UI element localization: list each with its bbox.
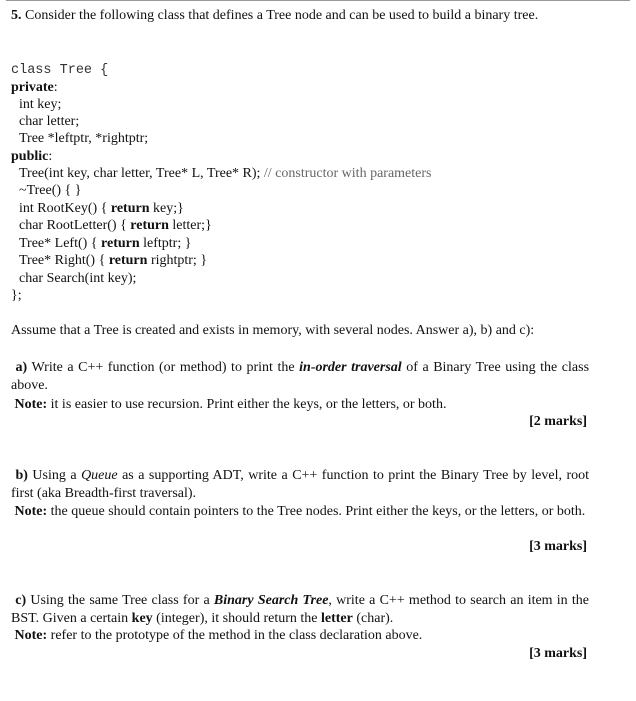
- code-class-name: Tree: [59, 63, 93, 78]
- code-rootkey-signature: int RootKey() {: [19, 201, 108, 216]
- part-c-text-2: , write a C++ method to search an item in the BST. Given a certain: [11, 593, 590, 626]
- part-a-note-label: Note:: [14, 397, 48, 412]
- code-constructor: Tree(int key, char letter, Tree* L, Tree* R);: [19, 166, 261, 181]
- part-b-question: [11, 467, 589, 502]
- question-intro-text: Consider the following class that defines a Tree node and can be used to build a binary tree.: [25, 8, 539, 23]
- code-left-signature: Tree* Left() {: [19, 236, 98, 251]
- code-member-key: int key;: [19, 97, 62, 112]
- code-search: char Search(int key);: [19, 271, 137, 286]
- code-right-body: rightptr; }: [150, 253, 208, 268]
- code-private-colon: :: [53, 80, 58, 95]
- code-constructor-line: [19, 165, 431, 182]
- code-destructor: ~Tree() { }: [19, 183, 82, 198]
- part-b-label: b): [15, 468, 28, 483]
- part-b-text-1: Using a: [32, 468, 77, 483]
- code-left-body: leftptr; }: [143, 236, 192, 251]
- part-c-letter-word: letter: [321, 610, 353, 626]
- part-a-label: a): [15, 360, 28, 375]
- part-a-text-2: of a Binary Tree using the class above.: [11, 360, 590, 393]
- part-c-note-label: Note:: [14, 628, 48, 643]
- code-right-signature: Tree* Right() {: [19, 253, 106, 268]
- part-c-note-text: refer to the prototype of the method in the class declaration above.: [50, 628, 423, 643]
- code-private-line: [11, 79, 58, 96]
- code-return-keyword: return: [110, 201, 150, 216]
- part-c-text-3: (integer), it should return the: [156, 610, 318, 626]
- code-class-line: [11, 62, 108, 79]
- code-member-letter: char letter;: [19, 114, 80, 129]
- code-public-keyword: public: [11, 149, 49, 164]
- question-intro: [11, 7, 589, 25]
- part-a-text-1: Write a C++ function (or method) to print the: [31, 360, 295, 375]
- code-rootletter-line: [19, 217, 212, 234]
- code-class-keyword: class: [11, 63, 52, 78]
- code-rootletter-body: letter;}: [172, 218, 212, 233]
- part-b-note: [11, 503, 589, 521]
- part-c-question: [11, 592, 589, 627]
- code-return-keyword: return: [101, 236, 140, 251]
- assume-paragraph: Assume that a Tree is created and exists in memory, with several nodes. Answer a), b) and c):: [11, 323, 535, 338]
- part-a-note-text: it is easier to use recursion. Print either the keys, or the letters, or both.: [50, 397, 447, 412]
- part-c-emphasis: Binary Search Tree: [213, 593, 329, 608]
- part-b-text-2: as a supporting ADT, write a C++ function to print the Binary Tree by level, root first (aka Breadth-first traversal).: [11, 468, 590, 501]
- part-a-marks: [2 marks]: [529, 414, 587, 429]
- part-c-label: c): [15, 593, 27, 608]
- code-right-line: [19, 252, 207, 269]
- part-c-key-word: key: [131, 610, 153, 626]
- code-close: };: [11, 288, 22, 303]
- code-rootletter-signature: char RootLetter() {: [19, 218, 127, 233]
- part-c-text-4: (char).: [356, 610, 394, 626]
- part-a-question: [11, 359, 589, 394]
- part-a-note: [11, 396, 589, 414]
- code-member-pointers: Tree *leftptr, *rightptr;: [19, 131, 149, 146]
- part-c-text-1: Using the same Tree class for a: [30, 593, 210, 608]
- code-return-keyword: return: [108, 253, 148, 268]
- code-public-colon: :: [48, 149, 53, 164]
- code-return-keyword: return: [130, 218, 169, 233]
- part-b-emphasis: Queue: [81, 468, 118, 483]
- code-public-line: [11, 148, 52, 165]
- code-rootkey-line: [19, 200, 184, 217]
- code-left-line: [19, 235, 191, 252]
- code-open-brace: {: [100, 63, 109, 78]
- code-rootkey-body: key;}: [153, 201, 184, 216]
- question-number: 5.: [11, 8, 22, 23]
- code-constructor-comment: // constructor with parameters: [263, 166, 432, 181]
- part-b-marks: [3 marks]: [529, 539, 587, 554]
- part-a-emphasis: in-order traversal: [299, 360, 402, 375]
- part-c-note: [11, 627, 589, 645]
- part-b-note-text: the queue should contain pointers to the Tree nodes. Print either the keys, or the letters, or both.: [50, 504, 586, 519]
- part-b-note-label: Note:: [14, 504, 48, 519]
- code-private-keyword: private: [11, 80, 54, 95]
- part-c-marks: [3 marks]: [529, 646, 587, 661]
- top-rule: [6, 0, 630, 1]
